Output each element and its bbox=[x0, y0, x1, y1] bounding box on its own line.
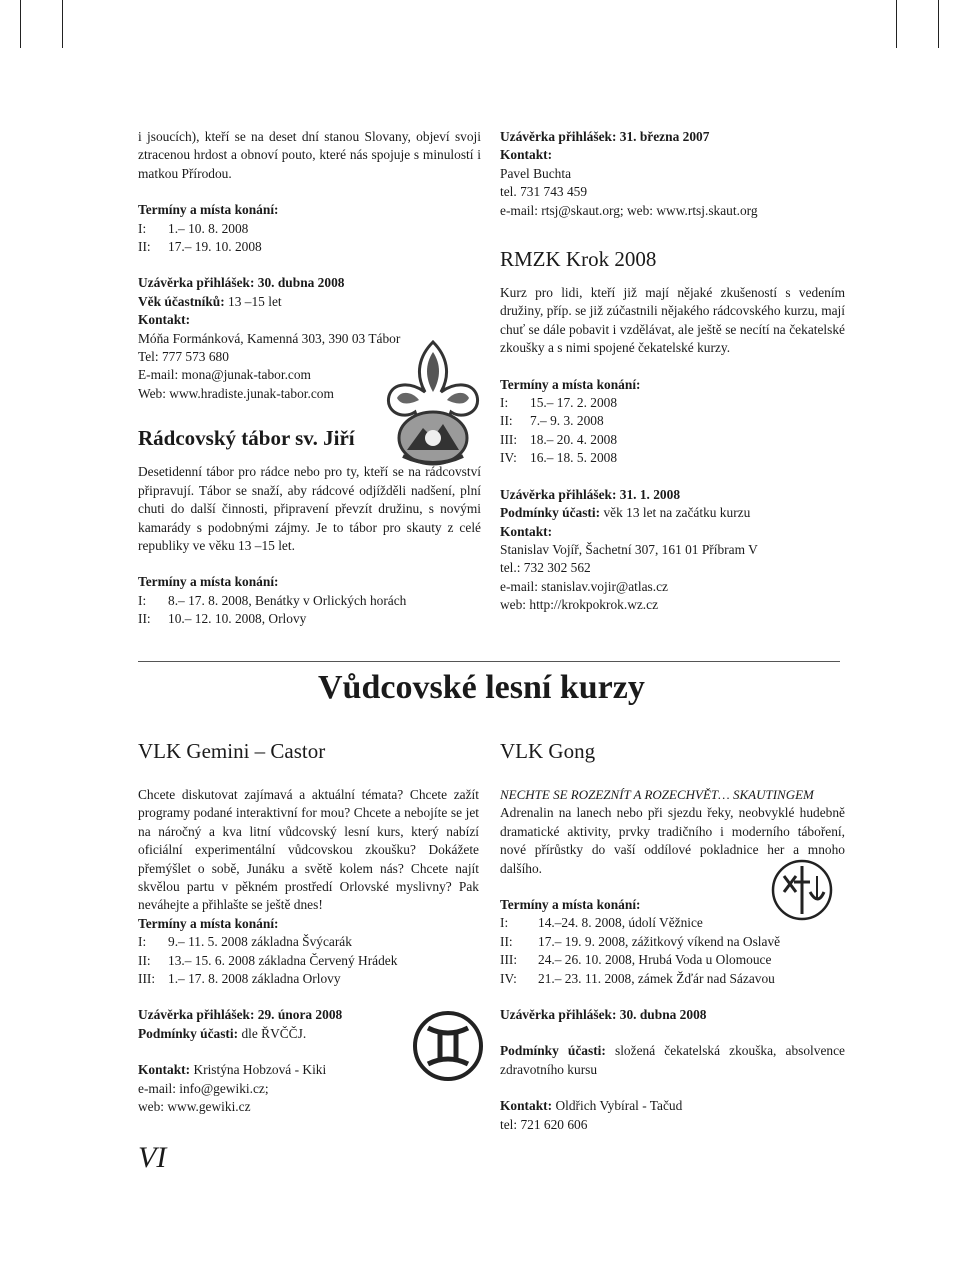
term-key: III: bbox=[138, 971, 156, 987]
term-row bbox=[500, 431, 845, 449]
gemini-title: VLK Gemini – Castor bbox=[138, 739, 326, 763]
term-value: 14.–24. 8. 2008, údolí Věžnice bbox=[538, 915, 703, 931]
contact-value: Kristýna Hobzová - Kiki bbox=[193, 1062, 327, 1078]
camp-description bbox=[138, 463, 481, 555]
conditions-label: Podmínky účasti: bbox=[500, 505, 601, 521]
contact-line: tel: 721 620 606 bbox=[500, 1116, 588, 1132]
terms-label: Termíny a místa konání: bbox=[500, 897, 641, 913]
term-row bbox=[138, 933, 479, 951]
term-value: 17.– 19. 9. 2008, zážitkový víkend na Oslavě bbox=[538, 933, 781, 949]
term-row bbox=[138, 220, 481, 238]
camp-terms-label: Termíny a místa konání: bbox=[138, 574, 279, 590]
section-title: Vůdcovské lesní kurzy bbox=[318, 669, 645, 706]
term-value: 15.– 17. 2. 2008 bbox=[530, 395, 618, 411]
crop-mark bbox=[938, 0, 939, 48]
term-row bbox=[500, 449, 845, 467]
crop-mark bbox=[62, 0, 63, 48]
term-key: II: bbox=[500, 933, 513, 949]
term-value: 8.– 17. 8. 2008, Benátky v Orlických horách bbox=[168, 592, 407, 608]
conditions-row bbox=[500, 1042, 845, 1079]
contact-line: e-mail: rtsj@skaut.org; web: www.rtsj.skaut.org bbox=[500, 202, 758, 218]
term-value: 13.– 15. 6. 2008 základna Červený Hrádek bbox=[168, 952, 398, 968]
term-key: II: bbox=[138, 952, 151, 968]
conditions-value: dle ŘVČČJ. bbox=[241, 1025, 307, 1041]
intro-paragraph: i jsoucích), kteří se na deset dní stanou Slovany, objeví svoji ztracenou hrdost a obnoví pouto, které nás spojuje s minulostí i matkou Přírodou. bbox=[138, 129, 481, 181]
conditions-value: složená čekatelská zkouška, absolvence zdravotního kursu bbox=[500, 1043, 846, 1077]
term-row bbox=[138, 592, 481, 610]
term-key: II: bbox=[138, 239, 151, 255]
deadline-label: Uzávěrka přihlášek: 29. února 2008 bbox=[138, 1007, 343, 1023]
contact-label: Kontakt: bbox=[138, 1062, 191, 1078]
term-key: II: bbox=[500, 413, 513, 429]
contact-row bbox=[500, 1097, 845, 1115]
crop-mark bbox=[896, 0, 897, 48]
term-row bbox=[500, 412, 845, 430]
terms-label: Termíny a místa konání: bbox=[138, 915, 279, 931]
section-rule bbox=[138, 661, 840, 662]
age-value: 13 –15 let bbox=[228, 293, 282, 309]
contact-line: Móňa Formánková, Kamenná 303, 390 03 Tábor bbox=[138, 330, 401, 346]
age-row bbox=[138, 293, 481, 311]
gong-description: Adrenalin na lanech nebo při sjezdu řeky, neobvyklé hudebně dramatické aktivity, prvky tradičního i moderního táboření, nové přírůstky do vaší oddílové pokladnice her a mnoho dalšího. bbox=[500, 805, 845, 876]
term-row bbox=[500, 951, 845, 969]
term-row bbox=[138, 610, 481, 628]
terms-label: Termíny a místa konání: bbox=[138, 202, 279, 218]
term-value: 17.– 19. 10. 2008 bbox=[168, 239, 262, 255]
term-value: 10.– 12. 10. 2008, Orlovy bbox=[168, 611, 307, 627]
deadline-label: Uzávěrka přihlášek: 30. dubna 2008 bbox=[138, 275, 345, 291]
contact-label: Kontakt: bbox=[138, 312, 191, 328]
camp-title: Rádcovský tábor sv. Jiří bbox=[138, 426, 355, 451]
deadline-label: Uzávěrka přihlášek: 31. 1. 2008 bbox=[500, 486, 681, 502]
conditions-row bbox=[500, 504, 845, 522]
term-row bbox=[500, 970, 845, 988]
contact-label: Kontakt: bbox=[500, 523, 553, 539]
term-key: I: bbox=[138, 220, 147, 236]
term-value: 16.– 18. 5. 2008 bbox=[530, 450, 618, 466]
term-key: I: bbox=[500, 915, 509, 931]
contact-value: Oldřich Vybíral - Tačud bbox=[555, 1098, 683, 1114]
term-row bbox=[138, 238, 481, 256]
conditions-value: věk 13 let na začátku kurzu bbox=[603, 505, 751, 521]
conditions-label: Podmínky účasti: bbox=[138, 1025, 239, 1041]
term-key: I: bbox=[138, 934, 147, 950]
contact-line: tel.: 732 302 562 bbox=[500, 560, 591, 576]
rmzk-description: Kurz pro lidi, kteří již mají nějaké zkušeností s vedením družiny, příp. se již zúčastnili nějakého rádcovského kurzu, mají chuť se dále pobavit i vzdělávat, ale ještě se necítí na čekatelské zkoušky a s nimi spojené čekatelské kurzy. bbox=[500, 285, 845, 356]
gemini-zodiac-icon bbox=[412, 1010, 484, 1082]
term-value: 1.– 17. 8. 2008 základna Orlovy bbox=[168, 971, 341, 987]
contact-label: Kontakt: bbox=[500, 1098, 553, 1114]
contact-line: Tel: 777 573 680 bbox=[138, 349, 229, 365]
page-number: VI bbox=[138, 1141, 167, 1174]
column-right-top bbox=[500, 128, 845, 615]
term-value: 21.– 23. 11. 2008, zámek Žďár nad Sázavou bbox=[538, 970, 775, 986]
term-value: 7.– 9. 3. 2008 bbox=[530, 413, 604, 429]
term-key: III: bbox=[500, 952, 518, 968]
terms-label: Termíny a místa konání: bbox=[500, 376, 641, 392]
contact-line: e-mail: stanislav.vojir@atlas.cz bbox=[500, 578, 669, 594]
camp-description-1: Desetidenní tábor pro rádce nebo pro ty, kteří se na rádcovství připravují. bbox=[138, 464, 481, 498]
conditions-label: Podmínky účasti: bbox=[500, 1043, 606, 1059]
term-key: I: bbox=[138, 592, 147, 608]
term-key: IV: bbox=[500, 970, 517, 986]
gong-column bbox=[500, 738, 845, 1134]
contact-line: tel. 731 743 459 bbox=[500, 184, 588, 200]
term-key: III: bbox=[500, 431, 518, 447]
term-row bbox=[500, 394, 845, 412]
term-row bbox=[138, 970, 479, 988]
gemini-description: Chcete diskutovat zajímavá a aktuální témata? Chcete zažít programy podané interaktivní for mou? Chcete a nebojíte se jet na náročný a kva litní vůdcovský lesní kurs, který nabízí oficiální experimentální vůdcovskou zkoušku? Dokážete přemýšlet o sobě, Junáku a světě kolem nás? Chcete najít skvělou partu v pěkném prostředí Orlovské myslivny? Pak neváhejte a přihlašte se ještě dnes! bbox=[138, 787, 479, 913]
contact-line: web: http://krokpokrok.wz.cz bbox=[500, 597, 659, 613]
camp-description-2: Tábor se snaží, aby rádcové odjížděli nadšení, plní chuti do další činnosti, připravení převzít družinu, s novými kamarády s podobnými zájmy. Je to tábor pro skauty z celé republiky ve věku 13 –15 let. bbox=[138, 482, 482, 553]
term-value: 1.– 10. 8. 2008 bbox=[168, 220, 249, 236]
gong-motto: NECHTE SE ROZEZNÍT A ROZECHVĚT… SKAUTINGEM bbox=[500, 787, 814, 802]
age-label: Věk účastníků: bbox=[138, 293, 225, 309]
scout-emblem-icon bbox=[383, 338, 483, 474]
contact-line: Web: www.hradiste.junak-tabor.com bbox=[138, 385, 334, 401]
crop-mark bbox=[20, 0, 21, 48]
term-key: II: bbox=[138, 611, 151, 627]
contact-line: Stanislav Vojíř, Šachetní 307, 161 01 Příbram V bbox=[500, 541, 758, 557]
term-key: I: bbox=[500, 395, 509, 411]
term-value: 24.– 26. 10. 2008, Hrubá Voda u Olomouce bbox=[538, 952, 772, 968]
contact-line: Pavel Buchta bbox=[500, 165, 572, 181]
contact-label: Kontakt: bbox=[500, 147, 553, 163]
contact-line: E-mail: mona@junak-tabor.com bbox=[138, 367, 311, 383]
deadline-label: Uzávěrka přihlášek: 30. dubna 2008 bbox=[500, 1007, 707, 1023]
contact-line: web: www.gewiki.cz bbox=[138, 1099, 251, 1115]
gong-emblem-icon bbox=[770, 858, 834, 922]
deadline-label: Uzávěrka přihlášek: 31. března 2007 bbox=[500, 129, 710, 144]
rmzk-title: RMZK Krok 2008 bbox=[500, 247, 657, 272]
term-key: IV: bbox=[500, 450, 517, 466]
contact-line: e-mail: info@gewiki.cz; bbox=[138, 1080, 269, 1096]
gong-title: VLK Gong bbox=[500, 739, 596, 763]
term-row bbox=[138, 952, 479, 970]
term-value: 18.– 20. 4. 2008 bbox=[530, 431, 618, 447]
term-value: 9.– 11. 5. 2008 základna Švýcarák bbox=[168, 934, 352, 950]
term-row bbox=[500, 933, 845, 951]
